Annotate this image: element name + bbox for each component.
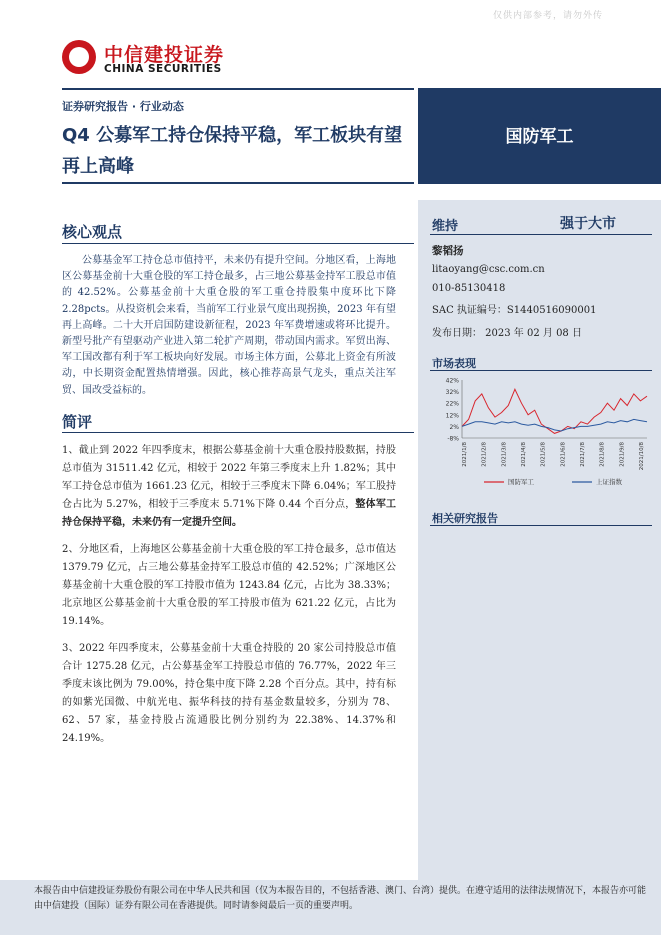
comment-paragraph-1-bold: 整体军工持仓保持平稳，未来仍有一定提升空间。 [62, 499, 397, 528]
y-tick-label: 2% [449, 423, 459, 431]
analyst-phone: 010-85130418 [432, 283, 506, 294]
y-tick-label: 12% [445, 412, 459, 420]
y-tick-label: 42% [445, 377, 459, 385]
x-tick-label: 2021/3/8 [501, 442, 508, 467]
comment-paragraph-1 [62, 442, 396, 532]
publish-date: 发布日期： 2023 年 02 月 08 日 [432, 328, 582, 339]
x-tick-label: 2021/2/8 [481, 442, 488, 467]
header-rule [62, 88, 414, 90]
rating-action: 维持 [432, 219, 459, 234]
industry-label: 国防军工 [505, 127, 574, 147]
series-line-1 [462, 419, 647, 431]
x-tick-label: 2021/7/8 [580, 442, 586, 467]
brand-logo-icon [62, 40, 96, 74]
title-rule [62, 182, 414, 184]
report-title: Q4 公募军工持仓保持平稳，军工板块有望再上高峰 [62, 125, 403, 177]
y-tick-label: 22% [445, 400, 459, 408]
brand-name-cn: 中信建投证券 [104, 44, 225, 66]
series-line-0 [462, 389, 647, 433]
brand-name-en: CHINA SECURITIES [104, 63, 222, 75]
x-tick-label: 2021/1/8 [462, 442, 468, 467]
footer-disclaimer: 本报告由中信建投证券股份有限公司在中华人民共和国（仅为本报告目的，不包括香港、澳门、台湾）提供。在遵守适用的法律法规情况下，本报告亦可能由中信建投（国际）证券有限公司在香港提供。同时请参阅最后一页的重要声明。 [34, 886, 647, 911]
report-type: 证券研究报告 · 行业动态 [62, 100, 184, 113]
legend-label-1: 上证指数 [596, 478, 622, 486]
market-performance-title: 市场表现 [432, 357, 476, 370]
comment-rule [62, 432, 414, 433]
rating-rule [430, 234, 652, 235]
legend-label-0: 国防军工 [508, 478, 534, 486]
comment-paragraph-3: 3、2022 年四季度末，公募基金前十大重仓持股的 20 家公司持股总市值合计 1275.28 亿元，占公募基金军工持股总市值的 76.77%，2022 年三季度末该比例为 79.00%，持仓集中度下降 2.28 个百分点。其中，持有标的如紫光国微、中航光电、振华科技的持有基金数量较多，分别为 78、62、57 家，基金持股占流通股比例分别约为 22.38%、14.37%和 24.19%。 [62, 643, 396, 744]
x-tick-label: 2021/9/8 [619, 442, 626, 467]
analyst-name: 黎韬扬 [432, 245, 464, 257]
x-tick-label: 2021/8/8 [599, 442, 606, 467]
x-tick-label: 2021/6/8 [560, 442, 567, 467]
market-rule [430, 370, 652, 371]
comment-paragraph-2: 2、分地区看，上海地区公募基金前十大重仓股的军工持仓最多，总市值达 1379.79 亿元，占三地公募基金持军工股总市值的 42.52%；广深地区公募基金前十大重仓股的军工持股市值为 1243.84 亿元，占比为 38.33%；北京地区公募基金前十大重仓股的军工持股市值为 621.22 亿元，占比为 19.14%。 [62, 544, 396, 627]
x-tick-label: 2021/5/8 [540, 442, 547, 467]
related-rule [430, 525, 652, 526]
x-tick-label: 2021/10/8 [639, 442, 645, 471]
analyst-sac: SAC 执证编号：S1440516090001 [432, 305, 597, 316]
core-view-title: 核心观点 [62, 223, 123, 241]
comment-title: 简评 [62, 413, 93, 431]
x-tick-label: 2021/4/8 [521, 442, 527, 467]
watermark: 仅供内部参考，请勿外传 [492, 11, 603, 21]
core-view-rule [62, 243, 414, 244]
core-view-text: 公募基金军工持仓总市值持平，未来仍有提升空间。分地区看，上海地区公募基金前十大重仓股的军工持仓最多，占三地公募基金持军工股总市值的 42.52%。公募基金前十大重仓股的军工重仓持股集中度环比下降 2.28pcts。从投资机会来看，当前军工行业景气度出现拐换，2023 年有望再上高峰。二十大开启国防建设新征程，2023 年军费增速或将环比提升。新型号批产有望驱动产业进入第二轮扩产周期，带动国内需求。军贸出海、军工国改都有利于军工板块向好发展。市场主体方面，公募北上资金有所波动，中长期资金配置热情增强。因此，核心推荐高景气龙头，重点关注军贸、国改受益标的。 [62, 255, 396, 396]
market-chart [430, 372, 652, 492]
comment-paragraph-1-text: 1、截止到 2022 年四季度末，根据公募基金前十大重仓股持股数据，持股总市值为 31511.42 亿元，相较于 2022 年第三季度末上升 1.82%；其中军工持仓总市值为 1661.23 亿元，相较于三季度末下降 6.04%；军工股持仓占比为 5.27%，相较于三季度末 5.71%下降 0.44 个百分点， [62, 445, 396, 510]
market-chart-svg [430, 372, 652, 492]
related-reports-title: 相关研究报告 [432, 512, 498, 525]
rating-value: 强于大市 [560, 216, 616, 232]
y-tick-label: 32% [445, 389, 459, 397]
analyst-email[interactable]: litaoyang@csc.com.cn [432, 264, 545, 275]
y-tick-label: -8% [447, 435, 459, 443]
